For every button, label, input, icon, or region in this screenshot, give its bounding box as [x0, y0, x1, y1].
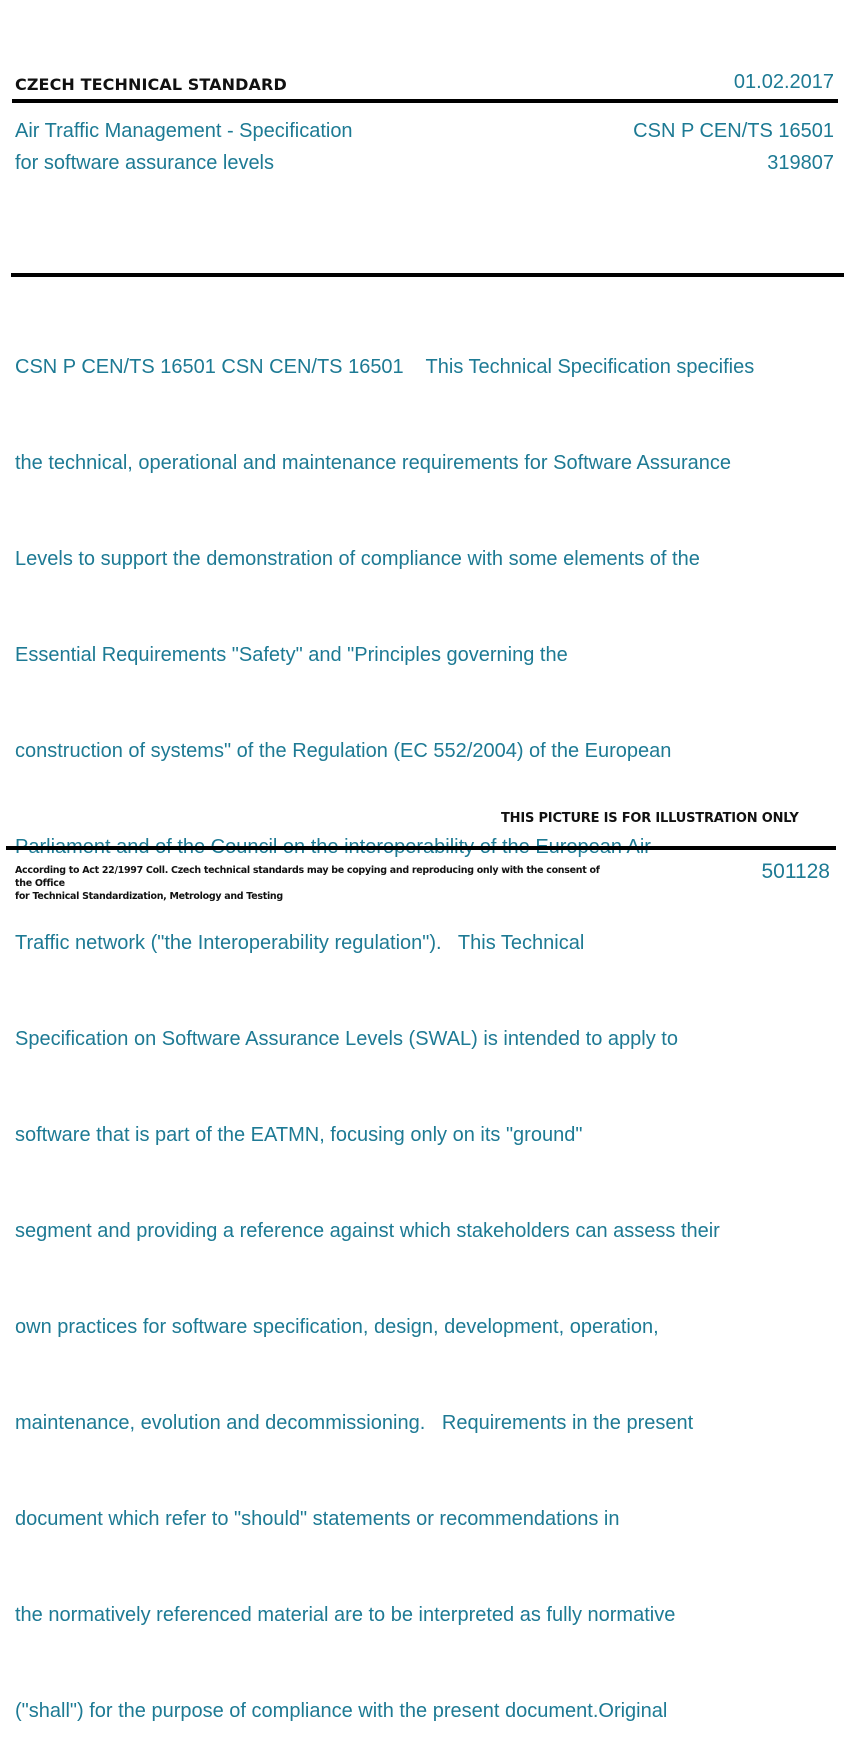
abstract-line: the normatively referenced material are to be interpreted as fully normative — [15, 1604, 676, 1626]
legal-notice — [15, 864, 615, 903]
document-codes — [633, 115, 834, 179]
abstract-line: construction of systems" of the Regulation (EC 552/2004) of the European — [15, 740, 672, 762]
illustration-disclaimer: THIS PICTURE IS FOR ILLUSTRATION ONLY — [501, 811, 799, 826]
document-title — [15, 115, 435, 179]
header-divider — [12, 99, 838, 103]
abstract-text — [15, 287, 830, 1759]
abstract-line: the technical, operational and maintenance requirements for Software Assurance — [15, 452, 731, 474]
abstract-line: Traffic network ("the Interoperability regulation"). This Technical — [15, 932, 585, 954]
abstract-line: segment and providing a reference against which stakeholders can assess their — [15, 1220, 720, 1242]
abstract-line: software that is part of the EATMN, focusing only on its "ground" — [15, 1124, 583, 1146]
abstract-line: Essential Requirements "Safety" and "Principles governing the — [15, 644, 568, 666]
abstract-line: Specification on Software Assurance Levels (SWAL) is intended to apply to — [15, 1028, 678, 1050]
standard-designation: CSN P CEN/TS 16501 — [633, 120, 834, 142]
abstract-line: maintenance, evolution and decommissioning. Requirements in the present — [15, 1412, 694, 1434]
abstract-line: document which refer to "should" statements or recommendations in — [15, 1508, 620, 1530]
catalog-number: 501128 — [761, 860, 830, 883]
classification-code: 319807 — [767, 152, 834, 174]
title-line-1: Air Traffic Management - Specification — [15, 120, 353, 142]
title-line-2: for software assurance levels — [15, 152, 275, 174]
abstract-divider — [11, 273, 844, 277]
abstract-line: CSN P CEN/TS 16501 CSN CEN/TS 16501 This Technical Specification specifies — [15, 356, 755, 378]
legal-line-1: According to Act 22/1997 Coll. Czech technical standards may be copying and reproducing only with the consent of the Office — [15, 865, 600, 889]
footer-divider — [6, 846, 836, 850]
abstract-line: ("shall") for the purpose of compliance with the present document.Original — [15, 1700, 668, 1722]
abstract-line: own practices for software specification, design, development, operation, — [15, 1316, 659, 1338]
publication-date: 01.02.2017 — [733, 71, 834, 93]
legal-line-2: for Technical Standardization, Metrology and Testing — [15, 891, 283, 902]
standard-type-label: CZECH TECHNICAL STANDARD — [15, 75, 287, 94]
abstract-line: Levels to support the demonstration of compliance with some elements of the — [15, 548, 700, 570]
